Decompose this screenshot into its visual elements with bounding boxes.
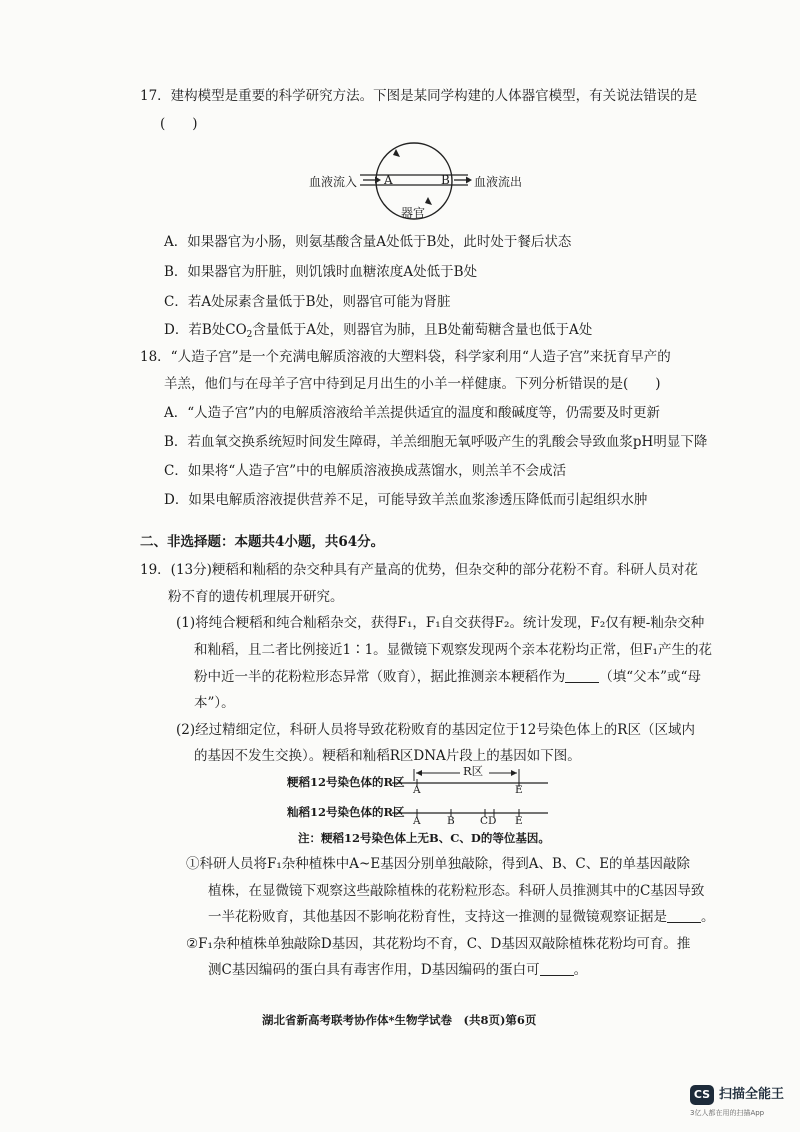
cs-logo-icon: CS — [690, 1085, 714, 1105]
q17-option-d — [164, 320, 592, 345]
q19-part1-line3 — [194, 667, 701, 687]
answer-blank-parent[interactable] — [565, 668, 599, 683]
q19-part1-line2: 和籼稻，且二者比例接近1∶1。显微镜下观察发现两个亲本花粉均正常，但F₁产生的花 — [194, 642, 712, 658]
q19-line2: 粉不育的遗传机理展开研究。 — [168, 589, 344, 605]
q19-sub1-line3 — [208, 907, 715, 927]
q19-part2-line1: (2)经过精细定位，科研人员将导致花粉败育的基因定位于12号染色体上的R区（区域内 — [176, 722, 695, 738]
chromosome-note: 注：粳稻12号染色体上无B、C、D的等位基因。 — [298, 831, 550, 845]
q18-line1: 18．“人造子宫”是一个充满电解质溶液的大塑料袋，科学家利用“人造子宫”来抚育早产的 — [140, 349, 671, 365]
q19-part1-line1: (1)将纯合粳稻和纯合籼稻杂交，获得F₁，F₁自交获得F₂。统计发现，F₂仅有粳-籼杂交种 — [176, 615, 705, 631]
q17-option-d-post: 含量低于A处，则器官为肺，且B处葡萄糖含量也低于A处 — [252, 322, 593, 338]
q18-option-d: D．如果电解质溶液提供营养不足，可能导致羊羔血浆渗透压降低而引起组织水肿 — [164, 492, 648, 508]
japonica-gene-a: A — [413, 784, 421, 796]
q18-option-b: B．若血氧交换系统短时间发生障碍，羊羔细胞无氧呼吸产生的乳酸会导致血浆pH明显下降 — [164, 434, 708, 450]
q18-line2: 羊羔，他们与在母羊子宫中待到足月出生的小羊一样健康。下列分析错误的是( ) — [164, 376, 661, 392]
japonica-chromosome-label: 粳稻12号染色体的R区 — [287, 775, 405, 789]
q18-option-a: A．“人造子宫”内的电解质溶液给羊羔提供适宜的温度和酸碱度等，仍需要及时更新 — [164, 405, 661, 421]
q17-option-b: B．如果器官为肝脏，则饥饿时血糖浓度A处低于B处 — [164, 264, 478, 280]
flow-arrowhead-left — [375, 177, 381, 184]
q17-option-d-pre: D．若B处CO — [164, 322, 247, 338]
q18-option-c: C．如果将“人造子宫”中的电解质溶液换成蒸馏水，则羔羊不会成活 — [164, 463, 567, 479]
scanner-watermark — [690, 1085, 790, 1125]
q19-part2-line2: 的基因不发生交换）。粳稻和籼稻R区DNA片段上的基因如下图。 — [194, 748, 581, 764]
r-region-arrowhead-left — [416, 770, 422, 776]
q17-option-d-sub: 2 — [246, 330, 253, 340]
blood-out-label: 血液流出 — [474, 175, 523, 189]
q19-sub1-line2: 植株，在显微镜下观察这些敲除植株的花粉粒形态。科研人员推测其中的C基因导致 — [208, 883, 705, 899]
page-footer: 湖北省新高考联考协作体*生物学试卷 (共8页)第6页 — [262, 1013, 537, 1027]
q19-sub1-line1: ①科研人员将F₁杂种植株中A~E基因分别单独敲除，得到A、B、C、E的单基因敲除 — [186, 856, 691, 872]
section2-title: 二、非选择题：本题共4小题，共64分。 — [140, 534, 385, 550]
q17-option-a: A．如果器官为小肠，则氨基酸含量A处低于B处，此时处于餐后状态 — [164, 234, 572, 250]
point-a-label: A — [384, 173, 393, 187]
q19-sub2-line2-pre: 测C基因编码的蛋白具有毒害作用，D基因编码的蛋白可 — [208, 962, 540, 978]
japonica-gene-e: E — [515, 784, 523, 796]
answer-blank-protein[interactable] — [540, 961, 574, 976]
indica-gene-e: E — [515, 815, 523, 827]
blood-in-label: 血液流入 — [309, 175, 358, 189]
q19-sub2-line2-post: 。 — [573, 962, 588, 978]
r-region-arrowhead-right — [511, 770, 517, 776]
q19-part1-line4: 本”）。 — [194, 695, 235, 711]
scanner-app-tagline: 3亿人都在用的扫描App — [690, 1109, 765, 1117]
indica-gene-b: B — [447, 815, 455, 827]
q19-sub2-line1: ②F₁杂种植株单独敲除D基因，其花粉均不育，C、D基因双敲除植株花粉均可育。推 — [186, 936, 691, 952]
organ-label: 器官 — [401, 206, 426, 220]
indica-chromosome-label: 籼稻12号染色体的R区 — [287, 805, 405, 819]
indica-gene-cd: CD — [480, 815, 497, 827]
q17-option-c: C．若A处尿素含量低于B处，则器官可能为肾脏 — [164, 294, 451, 310]
flow-arrowhead-right — [466, 177, 472, 184]
q17-stem: 17．建构模型是重要的科学研究方法。下图是某同学构建的人体器官模型，有关说法错误的是 — [140, 88, 698, 104]
q19-line1: 19．(13分)粳稻和籼稻的杂交种具有产量高的优势，但杂交种的部分花粉不育。科研人员对花 — [140, 562, 698, 578]
answer-blank-evidence[interactable] — [667, 908, 701, 923]
q19-sub1-line3-pre: 一半花粉败育，其他基因不影响花粉育性，支持这一推测的显微镜观察证据是 — [208, 909, 667, 925]
inner-arrow-lower — [425, 197, 432, 205]
q19-sub1-line3-post: 。 — [701, 909, 715, 925]
r-region-label: R区 — [463, 764, 484, 778]
scanner-app-name: 扫描全能王 — [719, 1087, 785, 1102]
q19-sub2-line2 — [208, 960, 587, 980]
inner-arrow-upper — [393, 149, 400, 157]
point-b-label: B — [441, 173, 450, 187]
indica-gene-a: A — [413, 815, 421, 827]
q19-part1-line3-pre: 粉中近一半的花粉粒形态异常（败育），据此推测亲本粳稻作为 — [194, 669, 566, 685]
q17-answer-paren: ( ) — [160, 116, 198, 132]
q19-part1-line3-post: （填“父本”或“母 — [599, 669, 701, 685]
